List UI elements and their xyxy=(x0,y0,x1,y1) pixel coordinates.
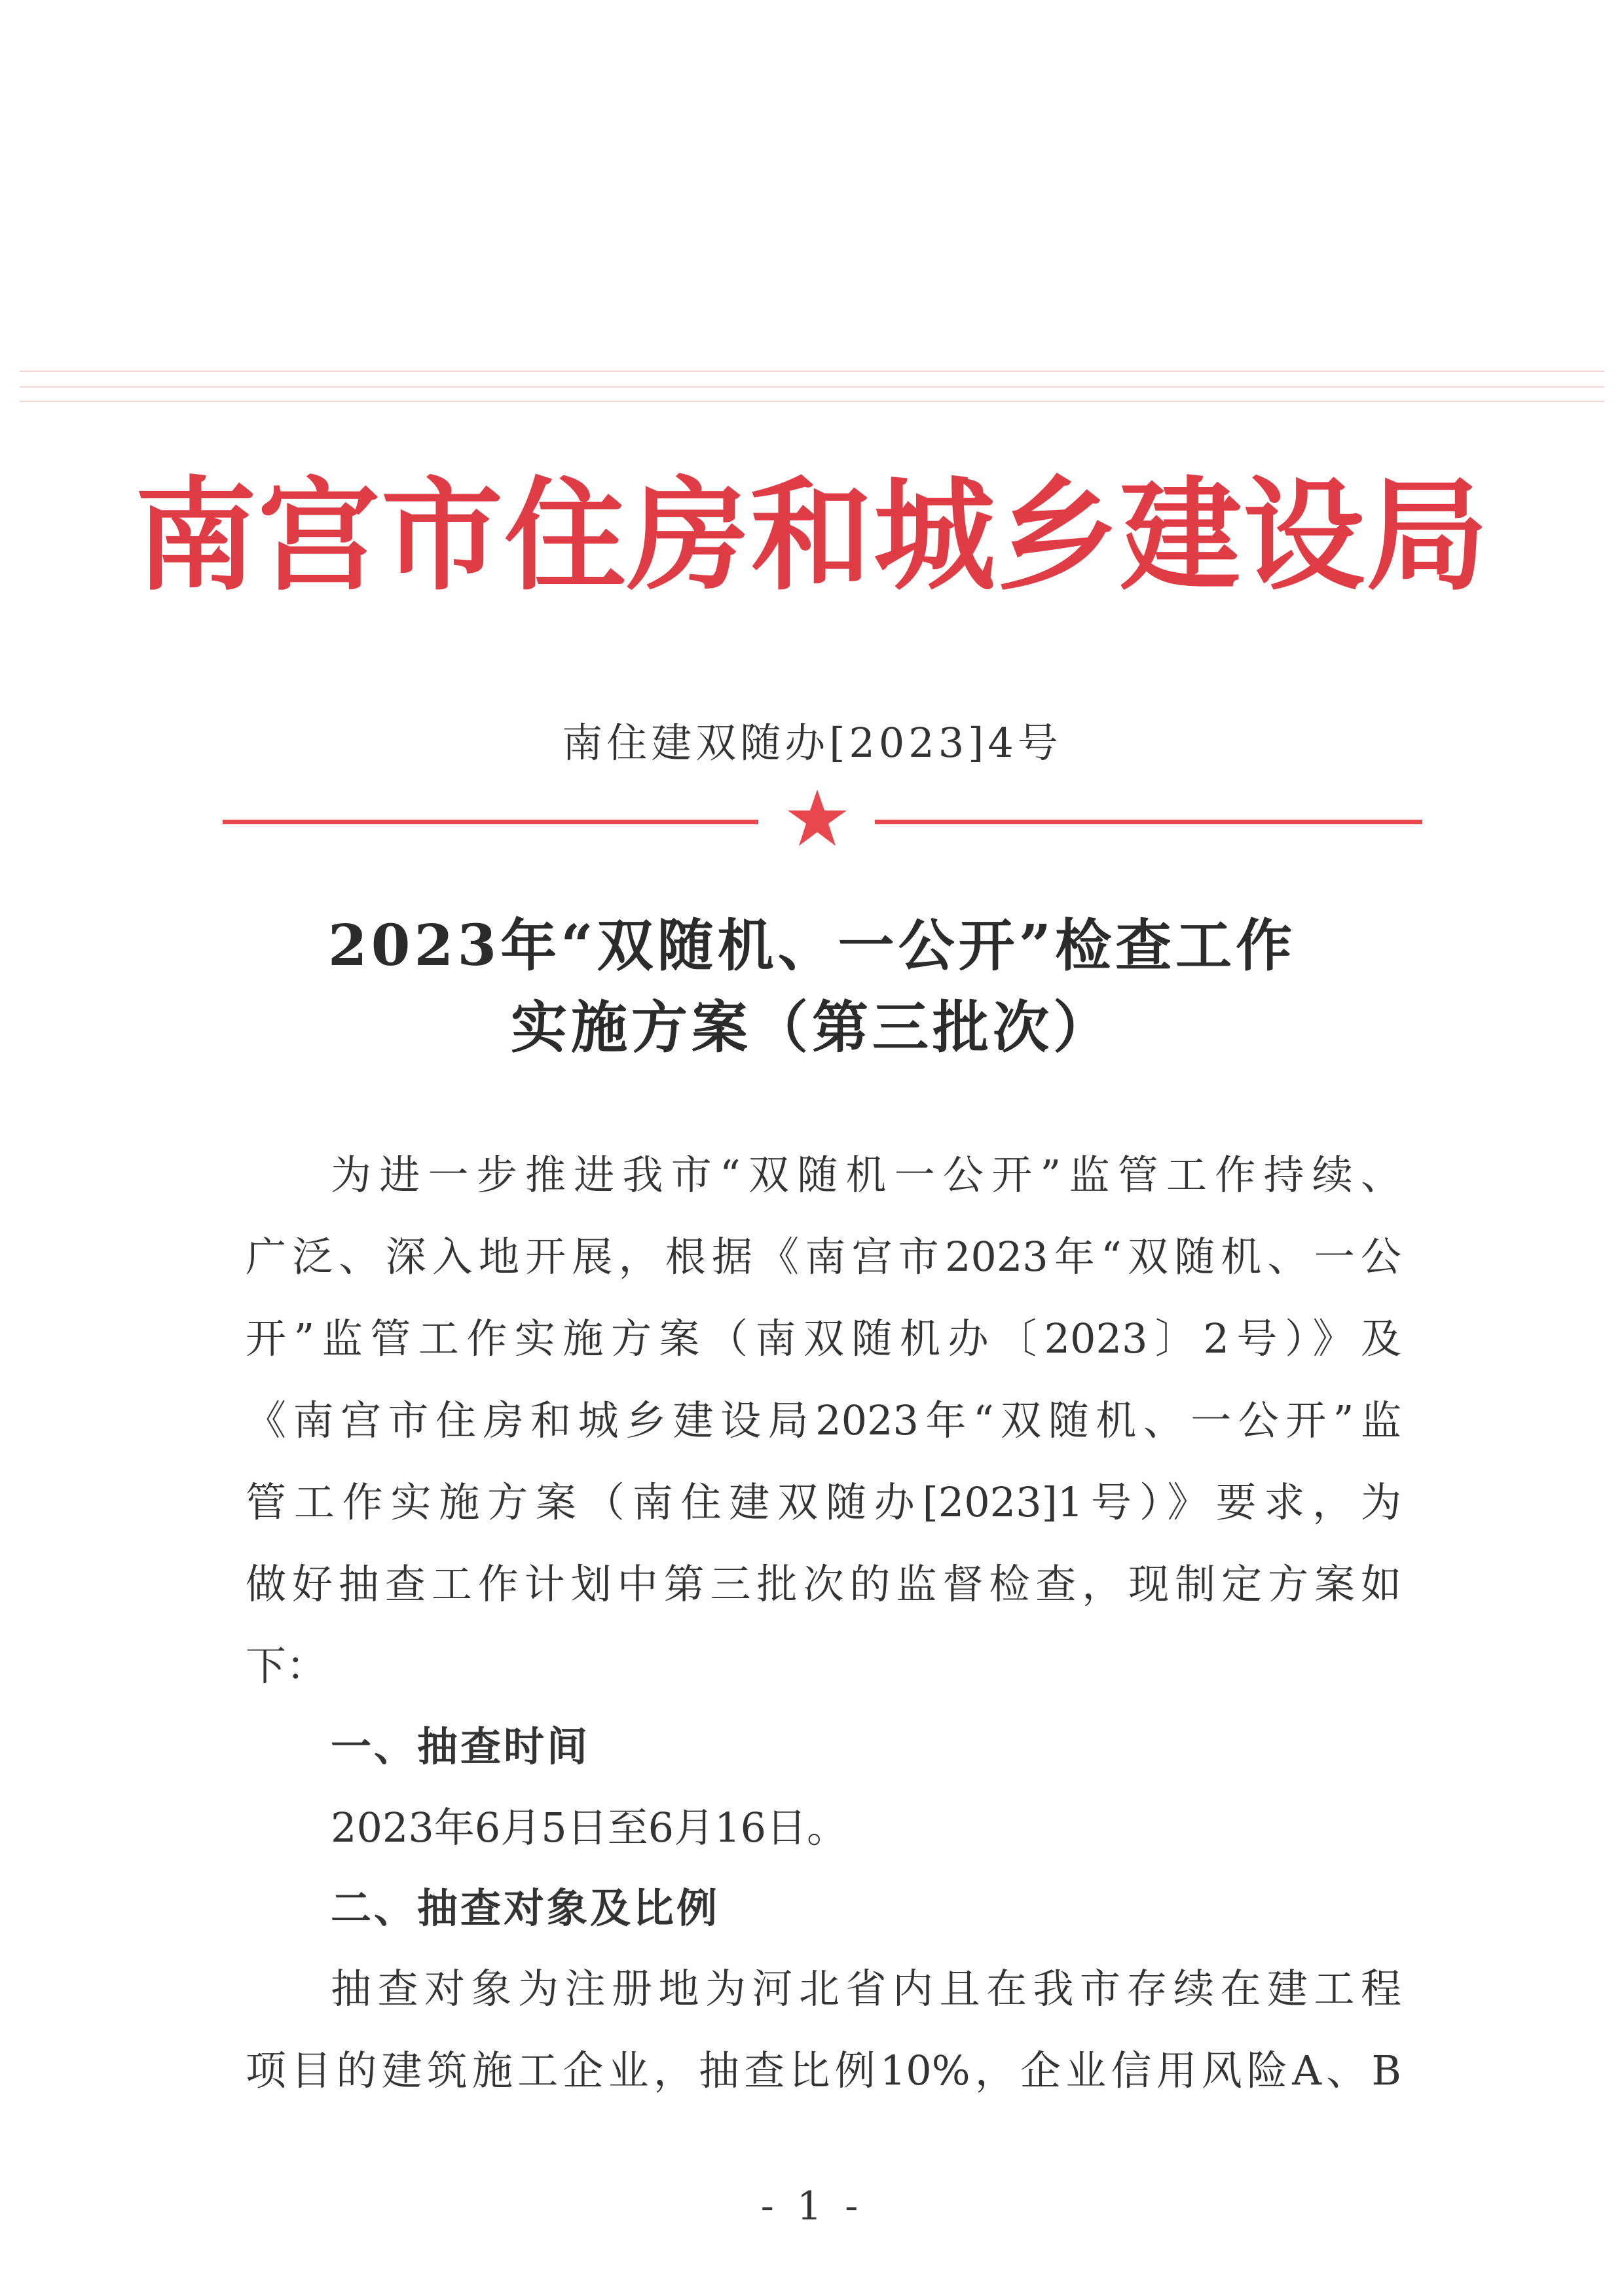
body-line: 2023年6月5日至6月16日。 xyxy=(331,1804,848,1851)
body-line: 《南宫市住房和城乡建设局2023年“双随机、一公开”监 xyxy=(246,1396,1401,1444)
scan-artifact-line xyxy=(20,401,1604,402)
body-line: 开”监管工作实施方案（南双随机办〔2023〕2号）》及 xyxy=(246,1315,1401,1362)
body-line: 管工作实施方案（南住建双随办[2023]1号）》要求，为 xyxy=(246,1478,1401,1526)
section-heading: 二、抽查对象及比例 xyxy=(331,1884,720,1932)
scan-artifact-line xyxy=(20,371,1604,372)
body-line: 抽查对象为注册地为河北省内且在我市存续在建工程 xyxy=(331,1965,1401,2013)
document-title-line1: 2023年“双随机、一公开”检查工作 xyxy=(327,913,1297,979)
document-number: 南住建双随办[2023]4号 xyxy=(562,719,1062,767)
page-number: - 1 - xyxy=(760,2183,864,2229)
scan-artifact-line xyxy=(20,386,1604,388)
body-line: 做好抽查工作计划中第三批次的监督检查，现制定方案如 xyxy=(246,1560,1401,1608)
red-star-icon xyxy=(784,786,850,851)
section-heading: 一、抽查时间 xyxy=(331,1722,591,1770)
body-line: 为进一步推进我市“双随机一公开”监管工作持续、 xyxy=(331,1151,1401,1199)
body-line: 下： xyxy=(246,1642,327,1690)
body-line: 广泛、深入地开展，根据《南宫市2023年“双随机、一公 xyxy=(246,1233,1401,1281)
document-title-line2: 实施方案（第三批次） xyxy=(511,994,1113,1061)
agency-title: 南宫市住房和城乡建设局 xyxy=(134,464,1489,607)
red-divider-left xyxy=(223,820,758,824)
body-line: 项目的建筑施工企业，抽查比例10%，企业信用风险A、B xyxy=(246,2047,1401,2094)
red-divider-right xyxy=(875,820,1422,824)
